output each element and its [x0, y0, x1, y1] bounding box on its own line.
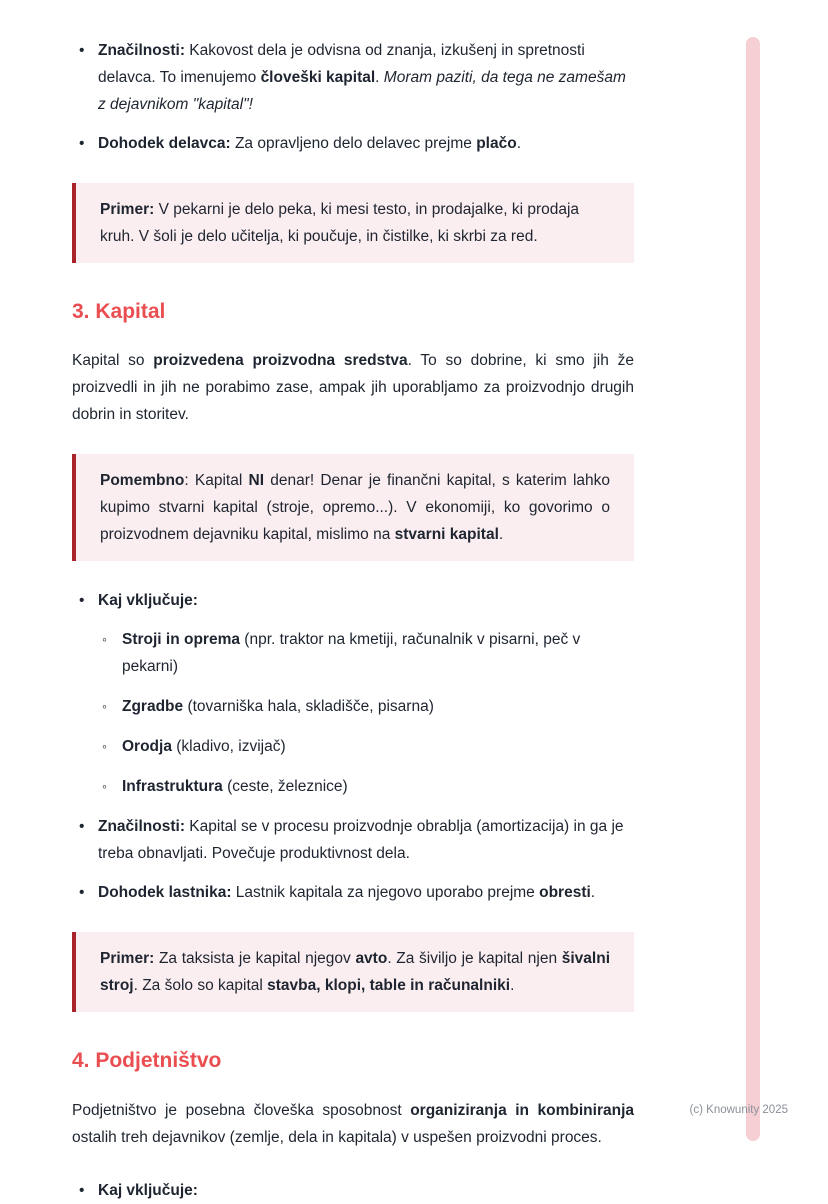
- sub-bullet-list: [98, 626, 634, 800]
- text-segment: Pomembno: [100, 472, 185, 490]
- text-segment: Za opravljeno delo delavec prejme: [230, 135, 477, 152]
- text-segment: človeški kapital: [260, 69, 376, 86]
- text-segment: proizvedena proizvodna sredstva: [153, 352, 408, 370]
- document-content: [72, 0, 634, 1204]
- bullet-list: [72, 37, 634, 157]
- text-segment: (npr. traktor na kmetiji, računalnik v pisarni, peč v pekarni): [122, 631, 581, 676]
- text-segment: .: [516, 135, 522, 152]
- text-segment: (ceste, železnice): [222, 778, 348, 796]
- text-segment: NI: [248, 472, 265, 490]
- text-segment: plačo: [476, 135, 517, 152]
- text-segment: Lastnik kapitala za njegovo uporabo prejme: [231, 884, 540, 902]
- callout-text: [100, 467, 610, 548]
- list-item: [72, 130, 634, 157]
- text-segment: . To so dobrine, ki smo jih že proizvedli in jih ne porabimo zase, ampak jih uporabljamo za proizvodnjo drugih dobrin in storitev.: [72, 352, 634, 424]
- text-segment: Podjetništvo je posebna človeška sposobnost: [72, 1101, 411, 1119]
- text-segment: Kaj vključuje:: [98, 1181, 198, 1199]
- section-heading: 4. Podjetništvo: [72, 1049, 222, 1073]
- text-segment: . Za šiviljo je kapital njen: [387, 950, 562, 968]
- text-segment: organiziranja in kombiniranja: [410, 1101, 634, 1119]
- text-segment: Kaj vključuje:: [98, 592, 198, 610]
- text-segment: V pekarni je delo peka, ki mesi testo, in prodajalke, ki prodaja kruh. V šoli je delo učitelja, ki poučuje, in čistilke, ki skrbi za red.: [100, 201, 580, 245]
- sub-list-item: [98, 773, 634, 800]
- text-segment: (kladivo, izvijač): [171, 738, 286, 756]
- text-segment: .: [375, 69, 384, 86]
- footer-credit: (c) Knowunity 2025: [689, 1104, 788, 1116]
- text-segment: ostalih treh dejavnikov (zemlje, dela in kapitala) v uspešen proizvodni proces.: [72, 1128, 602, 1146]
- text-segment: Primer:: [100, 201, 155, 218]
- list-item: [72, 879, 634, 906]
- text-segment: Stroji in oprema: [122, 631, 240, 649]
- text-segment: . Za šolo so kapital: [133, 977, 268, 995]
- text-segment: Kakovost dela je odvisna od znanja, izkušenj in spretnosti delavca. To imenujemo: [98, 42, 585, 86]
- text-segment: denar! Denar je finančni kapital, s katerim lahko kupimo stvarni kapital (stroje, opremo...). V ekonomiji, ko govorimo o proizvodnem dejavniku kapital, mislimo na: [100, 472, 611, 544]
- text-segment: Orodja: [122, 738, 172, 756]
- text-segment: stavba, klopi, table in računalniki: [267, 977, 511, 995]
- sub-list-item: [98, 693, 634, 720]
- text-segment: Za taksista je kapital njegov: [154, 950, 356, 968]
- bullet-list: [72, 587, 634, 906]
- bullet-list: [72, 1177, 634, 1204]
- text-segment: : Kapital: [184, 472, 249, 490]
- paragraph: [72, 1097, 634, 1151]
- sub-list-item: [98, 626, 634, 680]
- text-segment: Kapital so: [72, 352, 154, 370]
- text-segment: Primer:: [100, 950, 155, 968]
- callout-box: [72, 932, 634, 1012]
- list-item: [72, 587, 634, 800]
- paragraph: [72, 347, 634, 428]
- callout-box: [72, 454, 634, 561]
- text-segment: Značilnosti:: [98, 42, 185, 59]
- text-segment: Kapital se v procesu proizvodnje obrablja (amortizacija) in ga je treba obnavljati. Povečuje produktivnost dela.: [98, 818, 624, 863]
- sub-list-item: [98, 733, 634, 760]
- list-item: [72, 37, 634, 118]
- callout-text: [100, 196, 610, 250]
- text-segment: šivalni stroj: [100, 950, 610, 995]
- callout-text: [100, 945, 610, 999]
- text-segment: Infrastruktura: [122, 778, 223, 796]
- list-item: [72, 813, 634, 867]
- text-segment: avto: [355, 950, 388, 968]
- text-segment: obresti: [539, 884, 591, 902]
- text-segment: stvarni kapital: [394, 526, 499, 544]
- text-segment: .: [590, 884, 596, 902]
- text-segment: Moram paziti, da tega ne zamešam z dejavnikom "kapital"!: [98, 69, 626, 113]
- text-segment: Dohodek delavca:: [98, 135, 231, 152]
- text-segment: Dohodek lastnika:: [98, 884, 232, 902]
- text-segment: Zgradbe: [122, 698, 184, 716]
- callout-box: [72, 183, 634, 263]
- text-segment: .: [498, 526, 504, 544]
- page-edge-stripe: [746, 37, 760, 1141]
- section-heading: 3. Kapital: [72, 300, 166, 323]
- text-segment: (tovarniška hala, skladišče, pisarna): [183, 698, 434, 716]
- list-item: [72, 1177, 634, 1204]
- text-segment: Značilnosti:: [98, 818, 185, 836]
- text-segment: .: [510, 977, 515, 995]
